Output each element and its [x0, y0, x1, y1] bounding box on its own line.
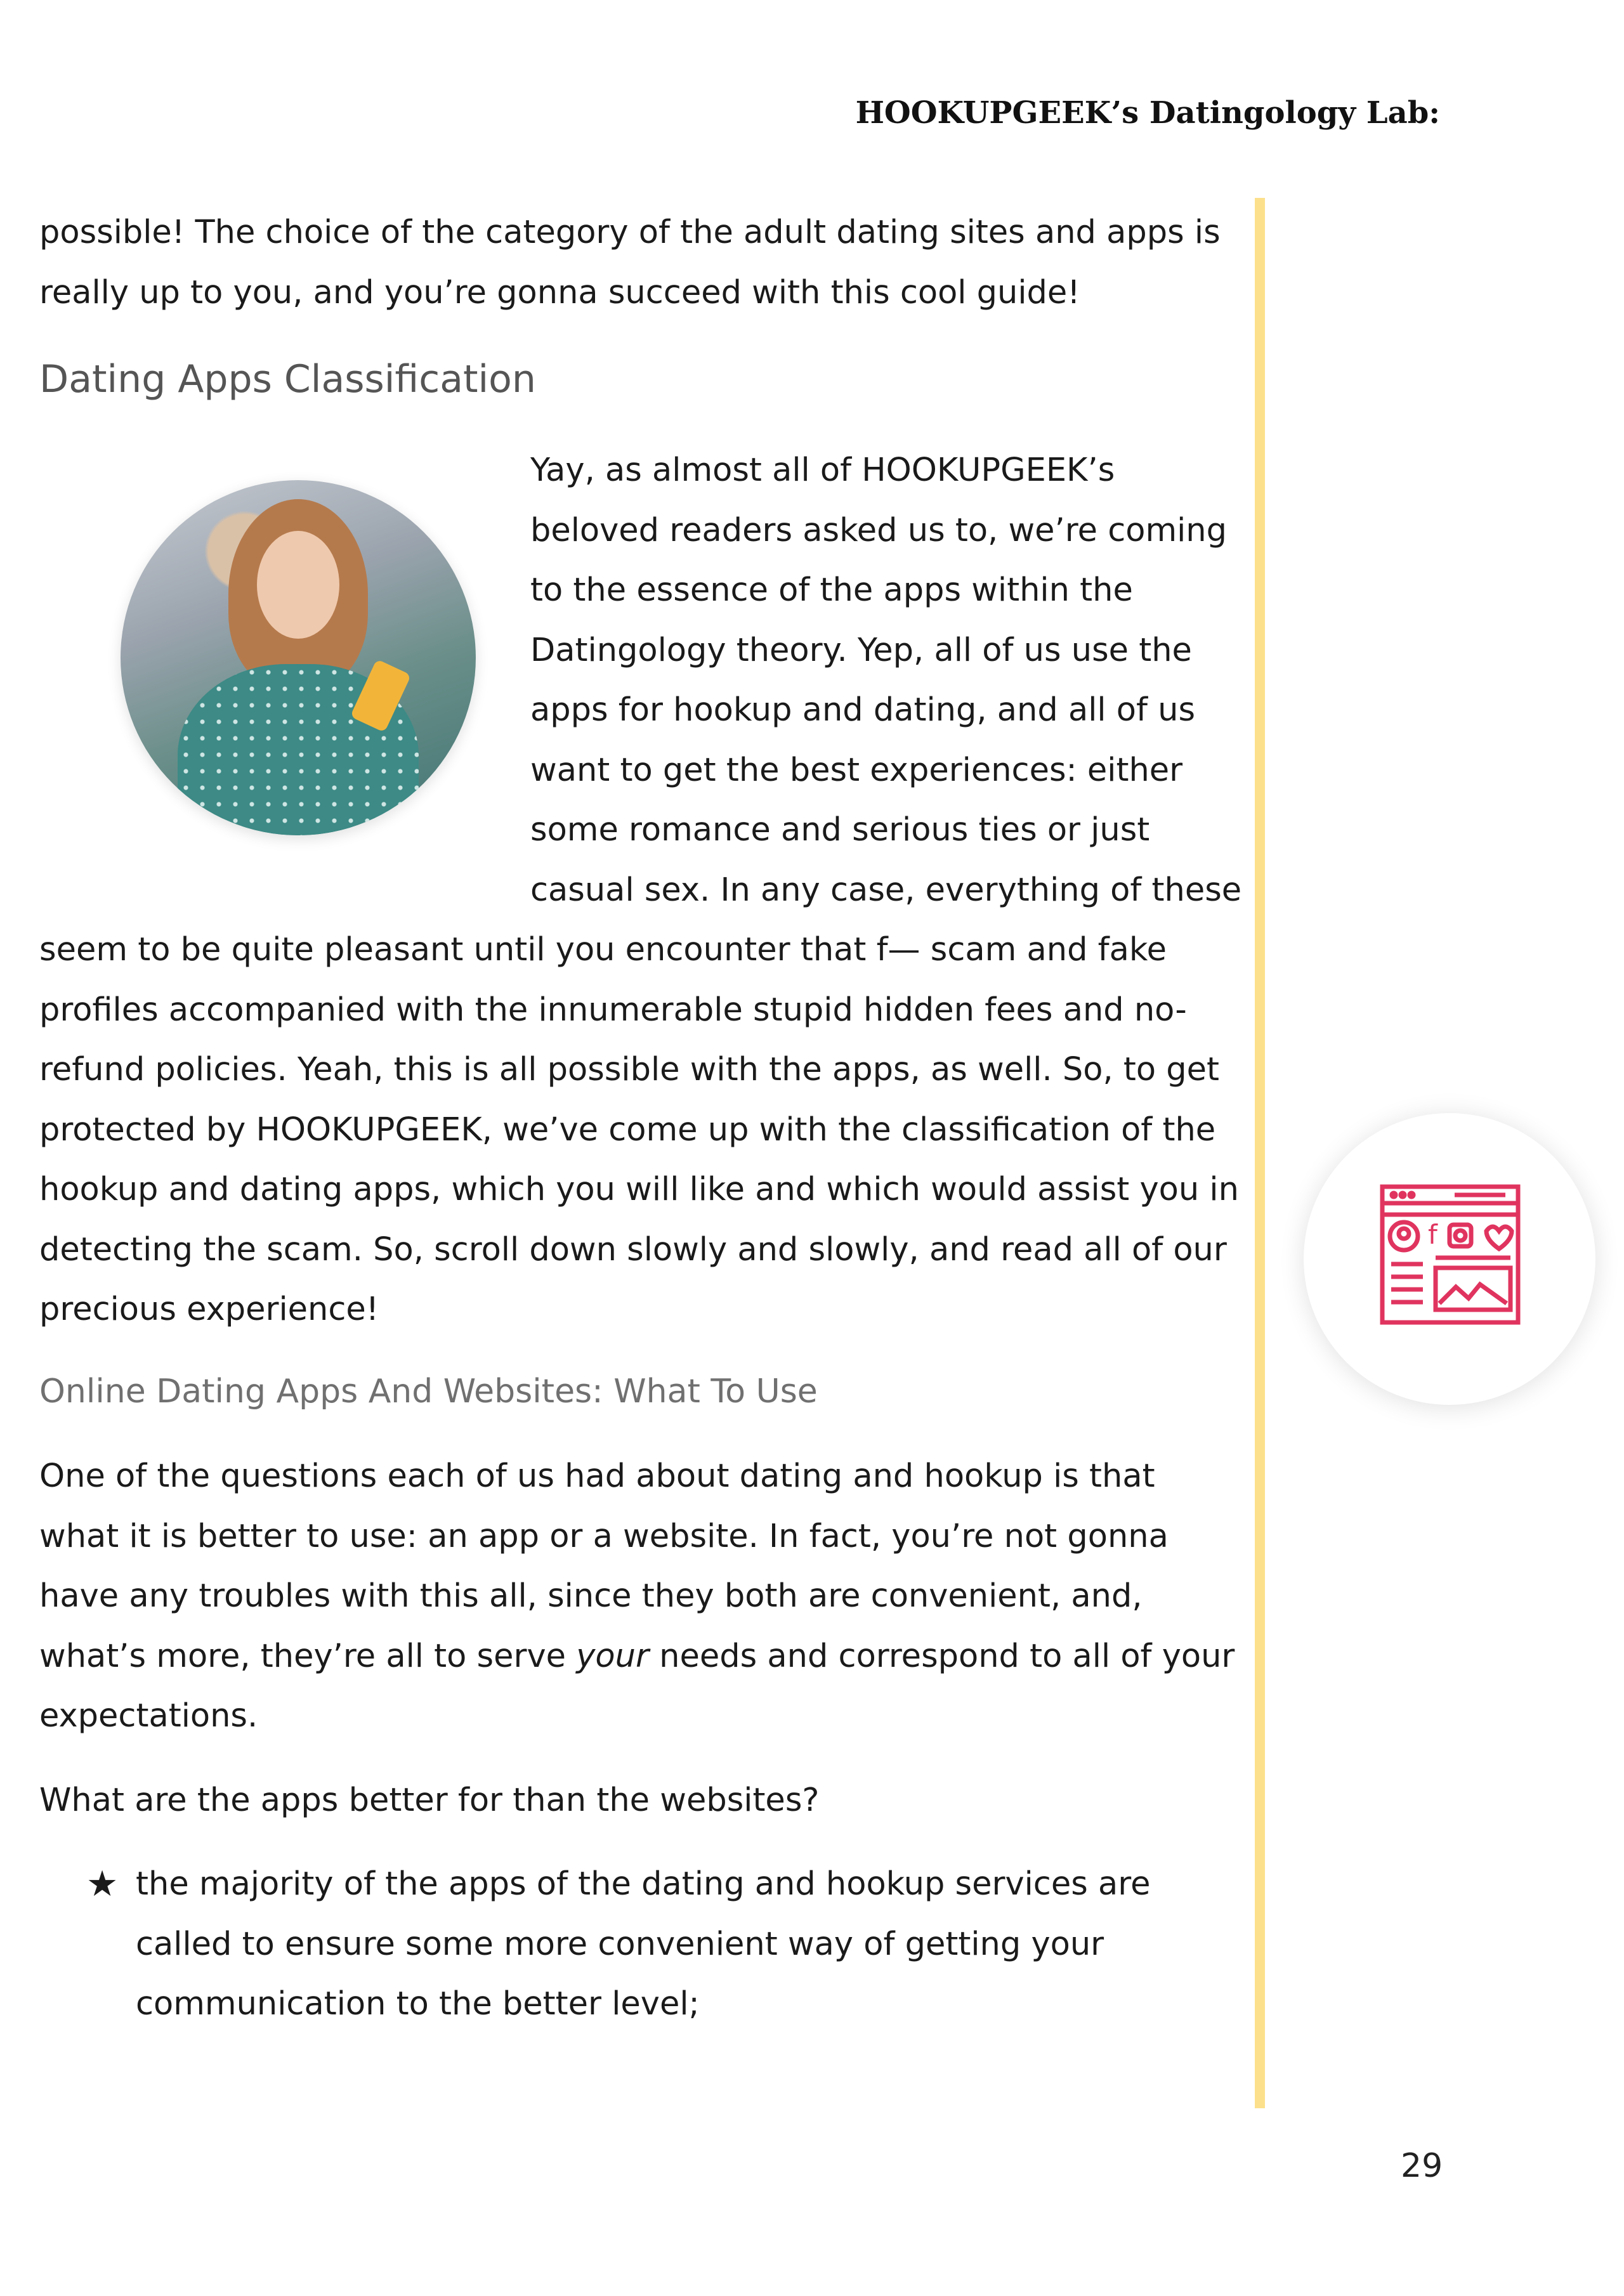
- list-item: [39, 1855, 1245, 2035]
- bullet-list: [39, 1855, 1245, 2035]
- running-header: HOOKUPGEEK’s Datingology Lab:: [855, 95, 1440, 131]
- intro-block: [39, 441, 1245, 1340]
- paragraph-text: One of the questions each of us had about dating and hookup is that what it is better to use: an app or a website. In fact, you’re not gonna have any troubles with this all, since they both are convenient, and, what’s more, they’re all to serve: [39, 1458, 1169, 1675]
- question-line: What are the apps better for than the websites?: [39, 1781, 820, 1819]
- subheading: Online Dating Apps And Websites: What To Use: [39, 1372, 818, 1411]
- opening-paragraph: possible! The choice of the category of the adult dating sites and apps is really up to you, and you’re gonna succeed with this cool guide!: [39, 214, 1221, 311]
- apps-vs-websites-paragraph: [39, 1447, 1245, 1747]
- page-content: [39, 203, 1245, 2035]
- intro-paragraph: Yay, as almost all of HOOKUPGEEK’s beloved readers asked us to, we’re coming to the essence of the apps within the Datingology theory. Yep, all of us use the apps for hookup and dating, and all of us want to get the best experiences: either some romance and serious ties or just casual sex. In any case, everything of these seem to be quite pleasant until you encounter that f— scam and fake profiles accompanied with the innumerable stupid hidden fees and no-refund policies. Yeah, this is all possible with the apps, as well. So, to get protected by HOOKUPGEEK, we’ve come up with the classification of the hookup and dating apps, which you will like and which would assist you in detecting the scam. So, scroll down slowly and slowly, and read all of our precious experience!: [39, 452, 1242, 1328]
- svg-text:f: f: [1428, 1219, 1437, 1250]
- section-heading: Dating Apps Classification: [39, 357, 536, 401]
- dating-website-icon: [1304, 1113, 1595, 1405]
- woman-with-phone-image: [39, 441, 492, 872]
- sidebar-accent-rule: [1255, 198, 1265, 2108]
- emphasis-text: your: [576, 1637, 649, 1675]
- page-number: 29: [1401, 2147, 1443, 2185]
- list-item-text: the majority of the apps of the dating and hookup services are called to ensure some more convenient way of getting your communication to the better level;: [136, 1865, 1151, 2023]
- star-bullet-icon: ★: [86, 1863, 119, 1905]
- paragraph-text-end: needs and correspond to all of your expectations.: [39, 1637, 1235, 1735]
